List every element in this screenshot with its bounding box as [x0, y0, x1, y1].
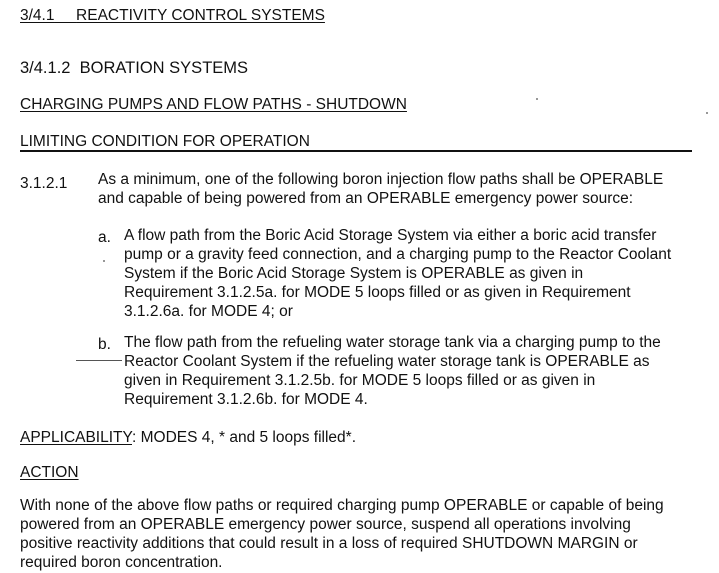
section-header: [20, 6, 325, 25]
item-b-line: given in Requirement 3.1.2.5b. for MODE 5 loops filled or as given in: [124, 372, 596, 389]
action-label: ACTION: [20, 464, 79, 481]
item-b-line: Requirement 3.1.2.6b. for MODE 4.: [124, 391, 368, 408]
item-a-line: pump or a gravity feed connection, and a charging pump to the Reactor Coolant: [124, 246, 672, 263]
lco-heading: LIMITING CONDITION FOR OPERATION: [20, 133, 310, 150]
item-a-line: 3.1.2.6a. for MODE 4; or: [124, 303, 293, 320]
scan-speck: [103, 260, 105, 262]
requirement-line: As a minimum, one of the following boron injection flow paths shall be OPERABLE: [98, 171, 664, 188]
margin-mark: [76, 360, 122, 361]
item-a-line: Requirement 3.1.2.5a. for MODE 5 loops filled or as given in Requirement: [124, 284, 631, 301]
scan-speck: [536, 98, 538, 100]
applicability-label: APPLICABILITY: [20, 429, 132, 446]
item-b-line: The flow path from the refueling water storage tank via a charging pump to the: [124, 334, 661, 351]
subsection-number: 3/4.1.2: [20, 59, 71, 77]
applicability: [20, 428, 356, 447]
item-a-text: [124, 226, 694, 321]
action-line: required boron concentration.: [20, 554, 223, 571]
applicability-text: : MODES 4, * and 5 loops filled*.: [132, 429, 357, 446]
lco-rule: [20, 150, 692, 152]
requirement-text: [98, 170, 698, 208]
requirement-number: 3.1.2.1: [20, 175, 68, 192]
section-title: REACTIVITY CONTROL SYSTEMS: [76, 7, 325, 24]
action-line: powered from an OPERABLE emergency power source, suspend all operations involving: [20, 516, 631, 533]
item-a-line: System if the Boric Acid Storage System is OPERABLE as given in: [124, 265, 584, 282]
action-line: With none of the above flow paths or required charging pump OPERABLE or capable of being: [20, 497, 664, 514]
subsection-heading: [20, 59, 248, 78]
action-text: [20, 496, 710, 572]
item-b-text: [124, 333, 694, 409]
action-line: positive reactivity additions that could result in a loss of required SHUTDOWN MARGIN or: [20, 535, 638, 552]
item-a-line: A flow path from the Boric Acid Storage System via either a boric acid transfer: [124, 227, 657, 244]
section-number: 3/4.1: [20, 7, 55, 24]
topic-title: CHARGING PUMPS AND FLOW PATHS - SHUTDOWN: [20, 96, 407, 113]
subsection-title: BORATION SYSTEMS: [79, 59, 249, 77]
item-b-line: Reactor Coolant System if the refueling water storage tank is OPERABLE as: [124, 353, 650, 370]
item-a-letter: a.: [98, 229, 111, 246]
requirement-line: and capable of being powered from an OPERABLE emergency power source:: [98, 190, 634, 207]
scan-speck: [706, 112, 708, 114]
item-b-letter: b.: [98, 336, 111, 353]
section-gap: [54, 7, 76, 24]
